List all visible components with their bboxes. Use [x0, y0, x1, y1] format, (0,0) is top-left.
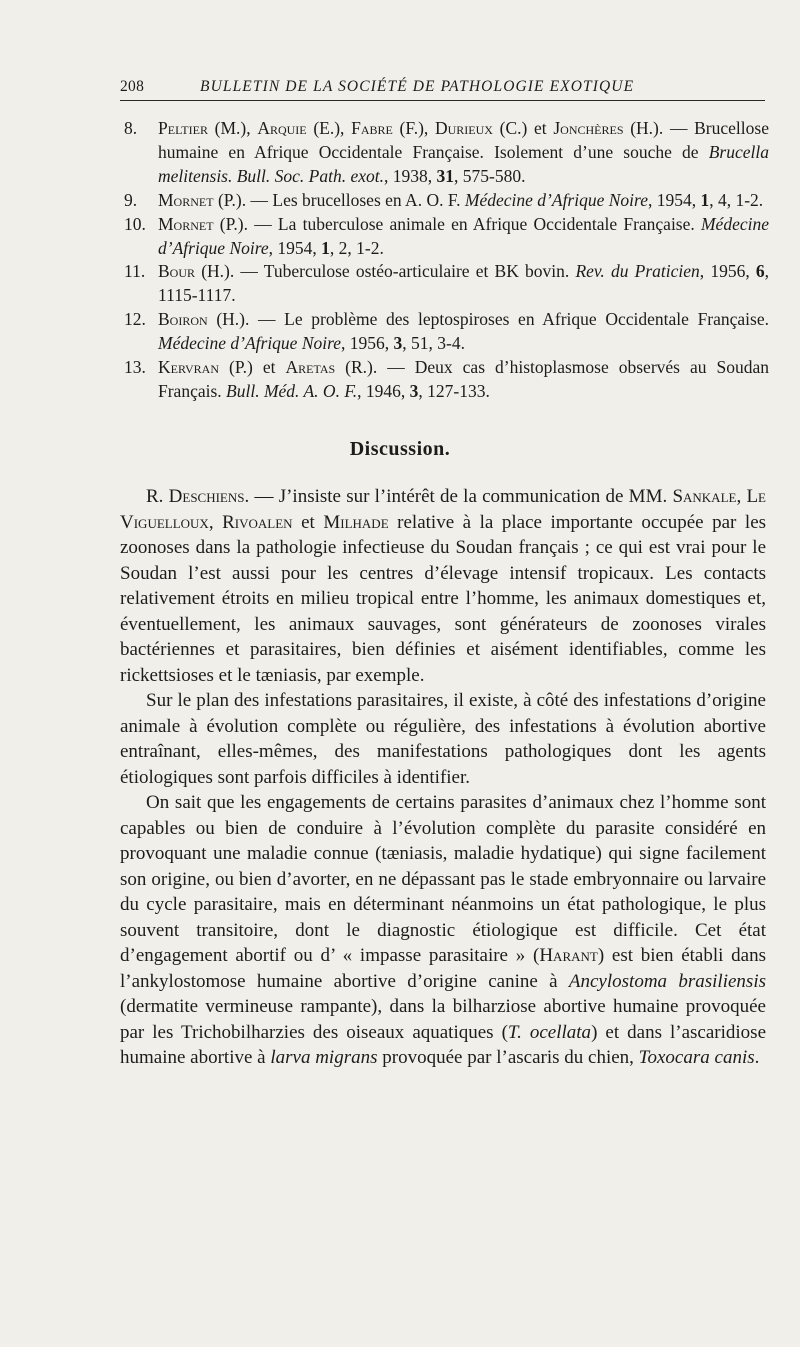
text-run: (M.), [207, 118, 258, 138]
author-name: Peltier [158, 118, 208, 138]
author-name: Jonchères [553, 118, 624, 138]
text-run: , 1938, [384, 165, 437, 186]
header-rule [120, 100, 765, 101]
discussion-heading: Discussion. [349, 438, 451, 460]
italic-text: larva migrans [270, 1047, 378, 1068]
discussion-paragraph [120, 688, 766, 790]
reference-list [124, 117, 769, 404]
reference-number: 10. [124, 213, 146, 234]
text-run: , 51, 3-4. [402, 333, 465, 354]
italic-text: Rev. du Praticien [575, 261, 700, 282]
text-run: . [754, 1047, 760, 1068]
reference-number: 11. [124, 261, 146, 282]
reference-number: 8. [124, 118, 138, 138]
author-name: Milhade [323, 511, 389, 533]
text-run: (C.) et [492, 118, 554, 138]
running-header [120, 72, 765, 98]
text-run: , 575-580. [454, 165, 526, 186]
text-run: et [292, 511, 324, 533]
reference-item [124, 356, 769, 404]
text-run: , 1956, [341, 333, 394, 354]
text-run: ) et dans l’ascaridiose humaine abortive à [120, 1021, 766, 1068]
author-name: Boiron [158, 309, 208, 330]
text-run: ) est bien établi dans l’ankylostomose humaine abortive d’origine canine à [120, 945, 766, 992]
italic-text: Toxocara canis [638, 1047, 755, 1068]
text-run: , 1946, [357, 380, 410, 401]
italic-text: Médecine d’Afrique Noire [464, 189, 648, 210]
reference-item [124, 117, 769, 189]
author-name: Harant [539, 945, 598, 966]
text-run: , 1954, [268, 237, 322, 258]
author-name: Durieux [434, 118, 493, 138]
author-name: Arquie [257, 118, 307, 138]
text-run: , [208, 511, 223, 533]
reference-text [158, 356, 769, 404]
reference-number: 12. [124, 309, 146, 330]
reference-item [124, 189, 769, 213]
reference-text [158, 213, 769, 261]
author-name: Mornet [158, 213, 214, 234]
text-run: , 1956, [699, 261, 756, 282]
text-run: (H.). — Brucellose humaine en Afrique Occidentale Française. Isolement d’une souche de [158, 118, 769, 162]
discussion-body [120, 484, 766, 1071]
italic-text: Médecine d’Afrique Noire [158, 333, 342, 354]
volume-number: 3 [393, 333, 403, 354]
author-name: Kervran [158, 357, 220, 378]
text-run: (P.). — La tuberculose animale en Afrique Occidentale Française. [213, 213, 701, 234]
reference-text [158, 260, 769, 308]
volume-number: 6 [755, 261, 765, 282]
reference-item [124, 260, 769, 308]
text-run: R. [146, 486, 169, 507]
italic-text: T. ocellata [507, 1021, 592, 1043]
text-run: (E.), [306, 118, 352, 138]
volume-number: 1 [700, 189, 710, 210]
author-name: Aretas [285, 357, 336, 378]
discussion-paragraph [120, 484, 766, 688]
text-run: , 1115-1117. [158, 261, 770, 306]
author-name: Le Viguelloux [120, 486, 766, 533]
italic-text: Brucella melitensis. Bull. Soc. Path. exot. [158, 141, 769, 186]
text-run: (P.). — Les brucelloses en A. O. F. [213, 189, 465, 210]
reference-text [158, 189, 769, 213]
italic-text: Ancylostoma brasiliensis [568, 970, 766, 992]
text-run: (dermatite vermineuse rampante), dans la bilharziose abortive humaine provoquée par les Trichobilharzies des oiseaux aquatiques ( [120, 996, 766, 1043]
text-run: (F.), [392, 118, 435, 138]
text-run: relative à la place importante occupée par les zoonoses dans la pathologie infectieuse du Soudan français ; ce qui est vrai pour le Soudan l’est aussi pour les centres d’élevage intensif tropicaux. Les contacts relativement étroits en milieu tropical entre l’homme, les animaux domestiques et, éventuellement, les animaux sauvages, sont générateurs de zoonoses virales bactériennes et parasitaires, bien définies et aisément identifiables, comme les rickettsioses et le tæniasis, par exemple. [120, 511, 767, 686]
italic-text: Médecine d’Afrique Noire [158, 213, 769, 258]
text-run: , [736, 486, 747, 507]
text-run: . — J’insiste sur l’intérêt de la communication de MM. [244, 486, 673, 507]
author-name: Mornet [158, 189, 214, 210]
discussion-paragraph [120, 790, 766, 1071]
text-run: (R.). — Deux cas d’histoplasmose observés au Soudan Français. [158, 357, 770, 401]
text-run: , 1954, [647, 189, 701, 210]
page-number: 208 [120, 78, 145, 95]
text-run: (H.). — Tuberculose ostéo-articulaire et BK bovin. [195, 261, 576, 282]
reference-number: 13. [124, 357, 146, 378]
text-run: Sur le plan des infestations parasitaires, il existe, à côté des infestations d’origine animale à évolution complète ou régulière, des infestations à évolution abortive entraînant, elles-mêmes, des manifestations pathologiques dont les agents étiologiques sont parfois difficiles à identifier. [120, 690, 766, 788]
author-name: Rivoalen [222, 511, 293, 533]
reference-item [124, 308, 769, 356]
text-run: , 127-133. [418, 380, 490, 401]
journal-title: BULLETIN DE LA SOCIÉTÉ DE PATHOLOGIE EXOTIQUE [200, 78, 635, 95]
volume-number: 1 [321, 237, 330, 258]
italic-text: Bull. Méd. A. O. F. [226, 380, 358, 401]
text-run: (H.). — Le problème des leptospiroses en Afrique Occidentale Française. [207, 309, 769, 330]
text-run: , 2, 1-2. [329, 237, 384, 258]
text-run: provoquée par l’ascaris du chien, [377, 1047, 639, 1068]
author-name: Deschiens [168, 486, 245, 507]
reference-item [124, 213, 769, 261]
author-name: Bour [158, 261, 196, 282]
text-run: , 4, 1-2. [709, 189, 764, 210]
text-run: (P.) et [219, 357, 286, 378]
reference-text [158, 308, 769, 356]
volume-number: 31 [436, 165, 454, 186]
reference-text [158, 117, 769, 189]
text-run: On sait que les engagements de certains parasites d’animaux chez l’homme sont capables ou bien de conduire à l’évolution complète du parasite considéré en provoquant une maladie connue (tæniasis, maladie hydatique) qui signe facilement son origine, ou bien d’avorter, en ne dépassant pas le stade embryonnaire ou larvaire du cycle parasitaire, mais en déterminant néanmoins un état pathologique, le plus souvent transitoire, dont le diagnostic étiologique est difficile. Cet état d’engagement abortif ou d’ « impasse parasitaire » ( [120, 792, 766, 966]
volume-number: 3 [409, 380, 419, 401]
author-name: Fabre [351, 118, 393, 138]
reference-number: 9. [124, 189, 138, 210]
author-name: Sankale [672, 486, 737, 507]
